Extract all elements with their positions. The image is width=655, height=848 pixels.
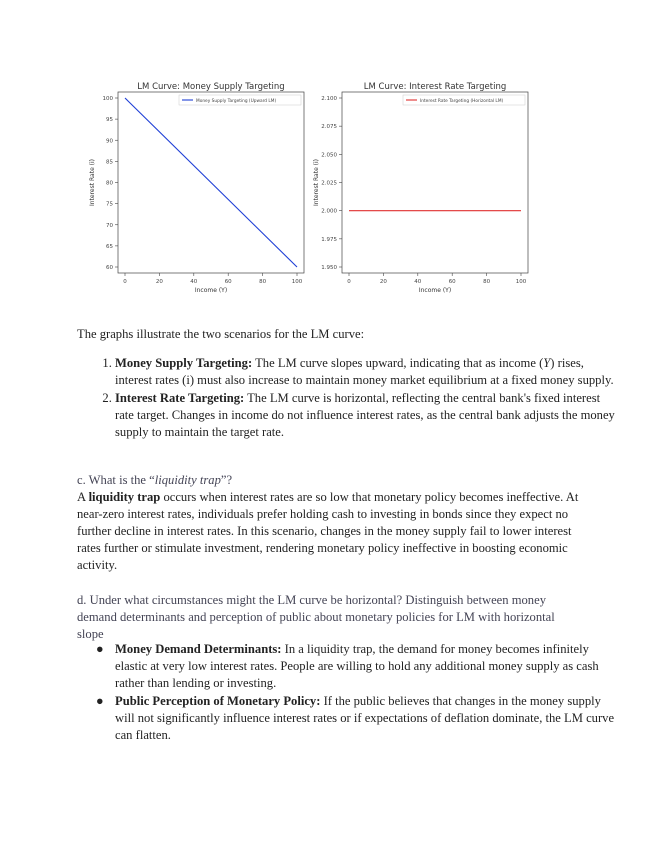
list-body: ) rises, interest rates (i) must also increase to maintain money market equilibrium at a fixed money supply. bbox=[115, 356, 614, 387]
list-body: In a liquidity trap, the demand for money becomes infinitely elastic at very low interest rates. People are willing to hold any additional money supply as cash rather than lending or investing. bbox=[115, 642, 599, 690]
list-term: Interest Rate Targeting: bbox=[115, 391, 245, 405]
question-d: d. Under what circumstances might the LM curve be horizontal? Distinguish between money demand determinants and perception of public about monetary policies for LM with horizontal slope bbox=[77, 593, 555, 641]
question-c bbox=[77, 472, 587, 489]
scenario-list bbox=[77, 355, 620, 442]
y-tick-label: 60 bbox=[106, 265, 113, 271]
y-tick-label: 1.950 bbox=[321, 265, 337, 271]
y-axis-label: Interest Rate (i) bbox=[313, 158, 320, 207]
legend-label: Interest Rate Targeting (Horizontal LM) bbox=[420, 99, 504, 104]
x-axis-label: Income (Y) bbox=[194, 287, 228, 294]
chart-interest-rate-targeting bbox=[306, 78, 541, 303]
bullet-icon: ● bbox=[96, 694, 104, 708]
x-axis-label: Income (Y) bbox=[418, 287, 452, 294]
y-tick-label: 90 bbox=[106, 138, 113, 145]
y-axis-label: Interest Rate (i) bbox=[89, 158, 96, 207]
y-tick-label: 2.000 bbox=[321, 208, 337, 215]
y-tick-label: 80 bbox=[106, 180, 113, 187]
list-body: The LM curve is horizontal, reflecting the central bank's fixed interest rate target. Changes in income do not influence interest rates, as the central bank adjusts the money supply to maintain the target rate. bbox=[115, 391, 615, 439]
answer-term: liquidity trap bbox=[88, 490, 161, 504]
list-term: Money Supply Targeting: bbox=[115, 356, 253, 370]
answer-c bbox=[77, 489, 583, 574]
chart-money-supply-targeting bbox=[82, 78, 317, 303]
x-tick-label: 40 bbox=[190, 279, 198, 285]
y-tick-label: 85 bbox=[106, 159, 113, 166]
question-text: ”? bbox=[220, 473, 233, 487]
answer-text: occurs when interest rates are so low that monetary policy becomes ineffective. At near-zero interest rates, individuals prefer holding cash to investing in bonds since they expect no further decline in interest rates. In this scenario, changes in the money supply fail to lower interest rates further or stimulate investment, rendering monetary policy ineffective in boosting economic activity. bbox=[77, 490, 579, 572]
x-tick-label: 60 bbox=[448, 279, 456, 285]
y-tick-label: 1.975 bbox=[321, 236, 337, 243]
y-tick-label: 2.025 bbox=[321, 180, 337, 187]
legend-label: Money Supply Targeting (Upward LM) bbox=[196, 99, 277, 104]
list-item bbox=[115, 355, 620, 389]
list-item bbox=[115, 390, 620, 441]
list-body: The LM curve slopes upward, indicating that as income ( bbox=[252, 356, 544, 370]
list-item bbox=[96, 693, 620, 744]
list-body: If the public believes that changes in the money supply will not significantly influence interest rates or if expectations of deflation dominate, the LM curve can flatten. bbox=[115, 694, 615, 742]
x-tick-label: 80 bbox=[259, 279, 267, 285]
list-term: Money Demand Determinants: bbox=[115, 642, 282, 656]
x-tick-label: 20 bbox=[155, 279, 163, 285]
intro-paragraph: The graphs illustrate the two scenarios for the LM curve: bbox=[77, 327, 365, 341]
list-item bbox=[96, 641, 620, 692]
x-tick-label: 0 bbox=[347, 279, 351, 285]
question-term: liquidity trap bbox=[154, 473, 221, 487]
y-tick-label: 75 bbox=[106, 201, 113, 208]
x-tick-label: 40 bbox=[414, 279, 422, 285]
x-tick-label: 60 bbox=[224, 279, 232, 285]
plot-frame bbox=[342, 92, 528, 273]
y-tick-label: 70 bbox=[106, 222, 113, 229]
list-term: Public Perception of Monetary Policy: bbox=[115, 694, 321, 708]
bullet-list bbox=[77, 641, 620, 745]
x-tick-label: 80 bbox=[483, 279, 491, 285]
x-tick-label: 0 bbox=[123, 279, 127, 285]
x-tick-label: 100 bbox=[291, 279, 303, 285]
y-tick-label: 2.100 bbox=[321, 96, 337, 102]
y-tick-label: 2.075 bbox=[321, 124, 337, 131]
question-text: c. What is the “ bbox=[77, 473, 155, 487]
answer-text: A bbox=[77, 490, 89, 504]
series-line bbox=[125, 98, 297, 267]
chart-title: LM Curve: Interest Rate Targeting bbox=[363, 82, 507, 92]
list-var: Y bbox=[543, 356, 551, 370]
y-tick-label: 2.050 bbox=[321, 152, 337, 159]
chart-title: LM Curve: Money Supply Targeting bbox=[137, 82, 285, 92]
y-tick-label: 95 bbox=[106, 117, 113, 124]
x-tick-label: 100 bbox=[515, 279, 527, 285]
y-tick-label: 65 bbox=[106, 243, 113, 250]
bullet-icon: ● bbox=[96, 642, 104, 656]
y-tick-label: 100 bbox=[102, 96, 113, 102]
x-tick-label: 20 bbox=[379, 279, 387, 285]
